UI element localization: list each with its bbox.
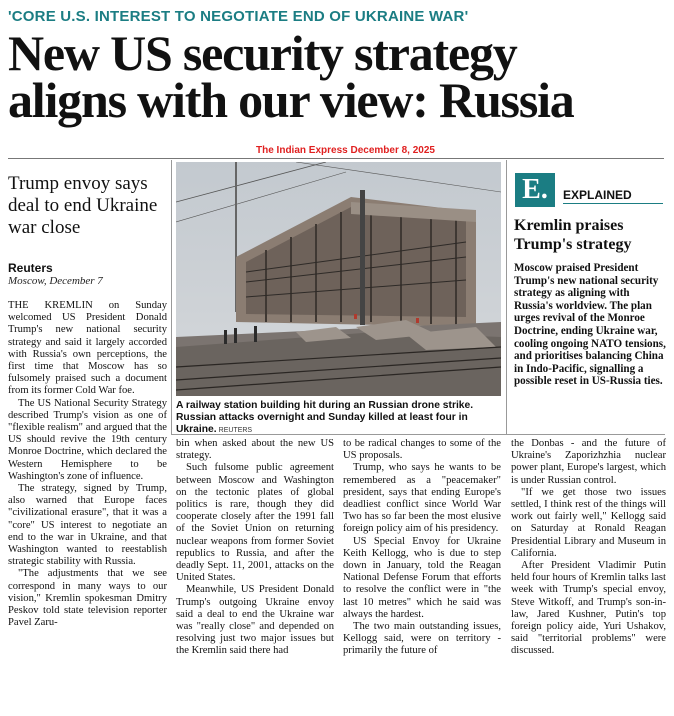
paragraph: "The adjustments that we see correspond in many ways to our vision," Kremlin spokesman Dmitry Peskov told state television reporter Pavel Zaru- (8, 568, 167, 629)
article-column-2 (176, 438, 334, 658)
damaged-station-illustration (176, 162, 501, 396)
divider-top (8, 158, 664, 159)
explained-label: EXPLAINED (563, 188, 632, 202)
paragraph: to be radical changes to some of the US proposals. (343, 438, 501, 462)
source-tag: The Indian Express December 8, 2025 (256, 145, 435, 156)
photo-caption (176, 400, 501, 437)
kicker-quote: 'CORE U.S. INTEREST TO NEGOTIATE END OF UKRAINE WAR' (8, 8, 469, 25)
paragraph: The two main outstanding issues, Kellogg said, were on territory - primarily the future of (343, 621, 501, 657)
paragraph: After President Vladimir Putin held four hours of Kremlin talks last week with Trump's special envoy, Steve Witkoff, and Trump's son-in-law, Jared Kushner, Putin's top foreign policy aide, Yuri Ushakov, said "territorial problems" were discussed. (511, 560, 666, 657)
explained-logo-badge: E. (515, 173, 555, 207)
news-photo (176, 162, 501, 396)
byline: Reuters (8, 261, 53, 275)
paragraph: Meanwhile, US President Donald Trump's outgoing Ukraine envoy said a deal to end the Ukraine war was "really close" and depended on resolving just two major issues but the Kremlin said there had (176, 584, 334, 657)
article-column-4 (511, 438, 666, 658)
explained-title: Kremlin praises Trump's strategy (514, 217, 632, 253)
column-divider-left (171, 160, 172, 434)
explained-body: Moscow praised President Trump's new national security strategy as aligning with Russia's worldview. The plan urges revival of the Monroe Doctrine, ending Ukraine war, cooling ongoing NATO tensions, and prioritises balancing China in Indo-Pacific, signalling a possible reset in US-Russia ties. (514, 262, 666, 388)
column-divider-right (506, 160, 507, 434)
paragraph: THE KREMLIN on Sunday welcomed US President Donald Trump's new national security strategy and said it largely accorded with Russia's own perceptions, the first time that Moscow has so fulsomely praised such a document from its former Cold War foe. (8, 300, 167, 397)
caption-text: A railway station building hit during an Russian drone strike. Russian attacks overnight and Sunday killed at least four in Ukraine. (176, 400, 474, 435)
story-subhead: Trump envoy says deal to end Ukraine war close (8, 173, 158, 238)
paragraph: Trump, who says he wants to be remembered as a "peacemaker" president, says that ending Europe's deadliest conflict since World War Two has so far been the most elusive foreign policy aim of his presidency. (343, 462, 501, 535)
explained-underline (563, 203, 663, 204)
paragraph: US Special Envoy for Ukraine Keith Kellogg, who is due to step down in January, told the Reagan National Defense Forum that efforts to resolve the conflict were in "the last 10 metres" which he said was always the hardest. (343, 535, 501, 620)
paragraph: bin when asked about the new US strategy. (176, 438, 334, 462)
paragraph: The strategy, signed by Trump, also warned that Europe faces "civilizational erasure", that it was a "core" US interest to negotiate an end to the war in Ukraine, and that Washington wanted to reestablish strategic stability with Russia. (8, 483, 167, 568)
headline-line-2: aligns with our view: Russia (8, 72, 574, 128)
paragraph: Such fulsome public agreement between Moscow and Washington on the tectonic plates of global politics is rare, though they did cooperate closely after the 1991 fall of the Soviet Union on returning nuclear weapons from former Soviet republics to Russia, and after the deadly Sept. 11, 2001, attacks on the United States. (176, 462, 334, 584)
paragraph: "If we get those two issues settled, I think rest of the things will work out fairly well," Kellogg said on Saturday at Ronald Reagan Presidential Library and Museum in California. (511, 486, 666, 559)
paragraph: The US National Security Strategy described Trump's vision as one of "flexible realism" and argued that the US should revive the 19th century Monroe Doctrine, which declared the Western Hemisphere to be Washington's zone of influence. (8, 397, 167, 482)
headline (8, 25, 668, 128)
paragraph: the Donbas - and the future of Ukraine's Zaporizhzhia nuclear power plant, Europe's largest, which is under Russian control. (511, 438, 666, 486)
article-column-3 (343, 438, 501, 658)
dateline: Moscow, December 7 (8, 275, 103, 287)
headline-line-1: New US security strategy (8, 25, 517, 81)
article-column-1 (8, 300, 167, 629)
photo-credit: REUTERS (218, 427, 253, 434)
